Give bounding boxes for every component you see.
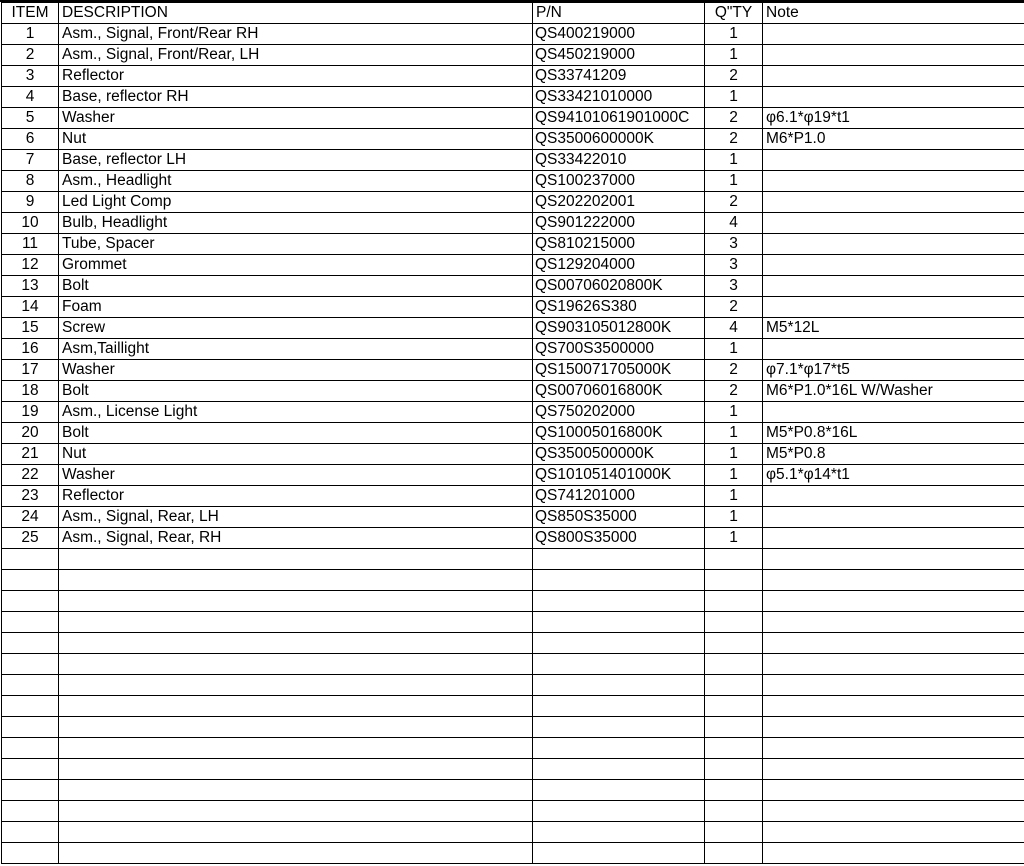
description-cell: Asm., License Light xyxy=(59,402,533,423)
quantity-cell: 1 xyxy=(705,528,763,549)
item-cell xyxy=(2,717,59,738)
description-cell: Nut xyxy=(59,129,533,150)
description-cell: Bulb, Headlight xyxy=(59,213,533,234)
description-cell: Asm,Taillight xyxy=(59,339,533,360)
quantity-cell xyxy=(705,549,763,570)
description-cell: Base, reflector RH xyxy=(59,87,533,108)
table-row xyxy=(2,234,1024,255)
quantity-cell: 1 xyxy=(705,150,763,171)
quantity-cell xyxy=(705,759,763,780)
part-number-cell xyxy=(533,570,705,591)
table-row xyxy=(2,255,1024,276)
item-cell: 7 xyxy=(2,150,59,171)
quantity-cell xyxy=(705,612,763,633)
item-cell xyxy=(2,759,59,780)
note-cell xyxy=(763,171,1024,192)
description-cell: Led Light Comp xyxy=(59,192,533,213)
description-cell xyxy=(59,717,533,738)
item-cell xyxy=(2,801,59,822)
part-number-cell: QS129204000 xyxy=(533,255,705,276)
note-cell xyxy=(763,24,1024,45)
part-number-cell: QS450219000 xyxy=(533,45,705,66)
quantity-cell: 2 xyxy=(705,192,763,213)
description-cell xyxy=(59,675,533,696)
description-cell: Bolt xyxy=(59,423,533,444)
item-cell xyxy=(2,633,59,654)
part-number-cell: QS700S3500000 xyxy=(533,339,705,360)
description-cell xyxy=(59,738,533,759)
table-row xyxy=(2,45,1024,66)
header-note: Note xyxy=(763,3,1024,24)
note-cell xyxy=(763,486,1024,507)
note-cell: φ6.1*φ19*t1 xyxy=(763,108,1024,129)
description-cell xyxy=(59,654,533,675)
note-cell xyxy=(763,297,1024,318)
quantity-cell: 1 xyxy=(705,486,763,507)
part-number-cell: QS810215000 xyxy=(533,234,705,255)
table-row xyxy=(2,528,1024,549)
note-cell xyxy=(763,738,1024,759)
description-cell xyxy=(59,549,533,570)
note-cell xyxy=(763,591,1024,612)
quantity-cell xyxy=(705,696,763,717)
item-cell: 1 xyxy=(2,24,59,45)
item-cell: 18 xyxy=(2,381,59,402)
note-cell: M5*P0.8 xyxy=(763,444,1024,465)
note-cell xyxy=(763,213,1024,234)
note-cell xyxy=(763,549,1024,570)
part-number-cell: QS3500600000K xyxy=(533,129,705,150)
part-number-cell xyxy=(533,759,705,780)
item-cell: 21 xyxy=(2,444,59,465)
description-cell xyxy=(59,801,533,822)
item-cell xyxy=(2,549,59,570)
note-cell: M5*P0.8*16L xyxy=(763,423,1024,444)
part-number-cell: QS3500500000K xyxy=(533,444,705,465)
item-cell: 8 xyxy=(2,171,59,192)
table-row xyxy=(2,780,1024,801)
item-cell: 9 xyxy=(2,192,59,213)
table-row xyxy=(2,843,1024,864)
table-row xyxy=(2,87,1024,108)
part-number-cell xyxy=(533,717,705,738)
note-cell xyxy=(763,570,1024,591)
quantity-cell: 2 xyxy=(705,108,763,129)
table-row xyxy=(2,486,1024,507)
part-number-cell: QS00706020800K xyxy=(533,276,705,297)
note-cell: M6*P1.0*16L W/Washer xyxy=(763,381,1024,402)
table-row xyxy=(2,822,1024,843)
note-cell xyxy=(763,255,1024,276)
description-cell: Base, reflector LH xyxy=(59,150,533,171)
part-number-cell: QS10005016800K xyxy=(533,423,705,444)
part-number-cell: QS741201000 xyxy=(533,486,705,507)
part-number-cell xyxy=(533,549,705,570)
header-item: ITEM xyxy=(2,3,59,24)
note-cell: φ7.1*φ17*t5 xyxy=(763,360,1024,381)
part-number-cell: QS00706016800K xyxy=(533,381,705,402)
quantity-cell xyxy=(705,675,763,696)
quantity-cell xyxy=(705,843,763,864)
quantity-cell: 2 xyxy=(705,66,763,87)
note-cell xyxy=(763,696,1024,717)
note-cell xyxy=(763,150,1024,171)
note-cell xyxy=(763,66,1024,87)
quantity-cell: 2 xyxy=(705,129,763,150)
description-cell xyxy=(59,843,533,864)
part-number-cell xyxy=(533,738,705,759)
item-cell: 19 xyxy=(2,402,59,423)
part-number-cell xyxy=(533,696,705,717)
quantity-cell: 1 xyxy=(705,507,763,528)
table-row xyxy=(2,801,1024,822)
table-row xyxy=(2,444,1024,465)
table-row xyxy=(2,276,1024,297)
table-row xyxy=(2,402,1024,423)
quantity-cell xyxy=(705,780,763,801)
description-cell: Foam xyxy=(59,297,533,318)
table-row xyxy=(2,381,1024,402)
part-number-cell: QS100237000 xyxy=(533,171,705,192)
part-number-cell: QS750202000 xyxy=(533,402,705,423)
description-cell: Asm., Signal, Front/Rear RH xyxy=(59,24,533,45)
table-row xyxy=(2,213,1024,234)
part-number-cell: QS101051401000K xyxy=(533,465,705,486)
quantity-cell: 4 xyxy=(705,318,763,339)
item-cell: 6 xyxy=(2,129,59,150)
item-cell xyxy=(2,612,59,633)
item-cell xyxy=(2,780,59,801)
quantity-cell: 1 xyxy=(705,45,763,66)
note-cell xyxy=(763,87,1024,108)
part-number-cell: QS33741209 xyxy=(533,66,705,87)
item-cell: 10 xyxy=(2,213,59,234)
part-number-cell: QS94101061901000C xyxy=(533,108,705,129)
quantity-cell: 2 xyxy=(705,360,763,381)
note-cell xyxy=(763,528,1024,549)
part-number-cell: QS19626S380 xyxy=(533,297,705,318)
item-cell xyxy=(2,822,59,843)
table-row xyxy=(2,570,1024,591)
quantity-cell: 1 xyxy=(705,465,763,486)
table-row xyxy=(2,171,1024,192)
description-cell xyxy=(59,633,533,654)
quantity-cell xyxy=(705,801,763,822)
description-cell xyxy=(59,696,533,717)
item-cell: 25 xyxy=(2,528,59,549)
table-row xyxy=(2,738,1024,759)
table-row xyxy=(2,549,1024,570)
note-cell xyxy=(763,780,1024,801)
description-cell: Bolt xyxy=(59,381,533,402)
description-cell: Reflector xyxy=(59,486,533,507)
part-number-cell xyxy=(533,843,705,864)
quantity-cell: 2 xyxy=(705,381,763,402)
description-cell xyxy=(59,591,533,612)
item-cell: 13 xyxy=(2,276,59,297)
part-number-cell: QS901222000 xyxy=(533,213,705,234)
table-row xyxy=(2,654,1024,675)
description-cell: Bolt xyxy=(59,276,533,297)
item-cell: 20 xyxy=(2,423,59,444)
table-row xyxy=(2,633,1024,654)
description-cell xyxy=(59,780,533,801)
part-number-cell: QS202202001 xyxy=(533,192,705,213)
item-cell xyxy=(2,570,59,591)
quantity-cell: 3 xyxy=(705,234,763,255)
item-cell xyxy=(2,675,59,696)
header-part-number: P/N xyxy=(533,3,705,24)
description-cell: Asm., Signal, Rear, LH xyxy=(59,507,533,528)
note-cell xyxy=(763,843,1024,864)
part-number-cell xyxy=(533,822,705,843)
note-cell xyxy=(763,675,1024,696)
note-cell xyxy=(763,234,1024,255)
quantity-cell: 3 xyxy=(705,276,763,297)
note-cell xyxy=(763,45,1024,66)
part-number-cell: QS33421010000 xyxy=(533,87,705,108)
note-cell xyxy=(763,339,1024,360)
table-row xyxy=(2,339,1024,360)
item-cell: 14 xyxy=(2,297,59,318)
note-cell xyxy=(763,654,1024,675)
description-cell: Grommet xyxy=(59,255,533,276)
quantity-cell xyxy=(705,654,763,675)
part-number-cell xyxy=(533,780,705,801)
note-cell xyxy=(763,717,1024,738)
table-row xyxy=(2,759,1024,780)
table-row xyxy=(2,507,1024,528)
table-row xyxy=(2,360,1024,381)
quantity-cell: 2 xyxy=(705,297,763,318)
parts-list-body xyxy=(2,24,1024,864)
description-cell xyxy=(59,759,533,780)
quantity-cell: 1 xyxy=(705,171,763,192)
item-cell xyxy=(2,843,59,864)
item-cell: 22 xyxy=(2,465,59,486)
table-row xyxy=(2,66,1024,87)
table-row xyxy=(2,696,1024,717)
parts-list-table xyxy=(1,2,1024,864)
item-cell: 5 xyxy=(2,108,59,129)
table-row xyxy=(2,717,1024,738)
note-cell: M5*12L xyxy=(763,318,1024,339)
part-number-cell: QS800S35000 xyxy=(533,528,705,549)
quantity-cell: 1 xyxy=(705,24,763,45)
quantity-cell: 1 xyxy=(705,423,763,444)
description-cell: Asm., Headlight xyxy=(59,171,533,192)
part-number-cell xyxy=(533,654,705,675)
quantity-cell xyxy=(705,738,763,759)
table-row xyxy=(2,108,1024,129)
item-cell: 12 xyxy=(2,255,59,276)
part-number-cell: QS33422010 xyxy=(533,150,705,171)
quantity-cell: 1 xyxy=(705,339,763,360)
item-cell: 23 xyxy=(2,486,59,507)
note-cell xyxy=(763,633,1024,654)
description-cell: Washer xyxy=(59,360,533,381)
description-cell xyxy=(59,822,533,843)
item-cell: 11 xyxy=(2,234,59,255)
description-cell xyxy=(59,612,533,633)
description-cell: Washer xyxy=(59,108,533,129)
quantity-cell: 1 xyxy=(705,87,763,108)
part-number-cell xyxy=(533,591,705,612)
table-row xyxy=(2,129,1024,150)
item-cell: 3 xyxy=(2,66,59,87)
quantity-cell xyxy=(705,633,763,654)
note-cell xyxy=(763,276,1024,297)
description-cell: Asm., Signal, Rear, RH xyxy=(59,528,533,549)
description-cell: Reflector xyxy=(59,66,533,87)
description-cell: Tube, Spacer xyxy=(59,234,533,255)
note-cell xyxy=(763,822,1024,843)
description-cell: Nut xyxy=(59,444,533,465)
table-row xyxy=(2,24,1024,45)
item-cell xyxy=(2,591,59,612)
table-row xyxy=(2,192,1024,213)
item-cell xyxy=(2,654,59,675)
part-number-cell: QS850S35000 xyxy=(533,507,705,528)
item-cell: 16 xyxy=(2,339,59,360)
quantity-cell: 1 xyxy=(705,444,763,465)
table-row xyxy=(2,150,1024,171)
note-cell xyxy=(763,759,1024,780)
part-number-cell xyxy=(533,675,705,696)
table-row xyxy=(2,675,1024,696)
note-cell xyxy=(763,402,1024,423)
table-row xyxy=(2,591,1024,612)
note-cell: φ5.1*φ14*t1 xyxy=(763,465,1024,486)
part-number-cell: QS150071705000K xyxy=(533,360,705,381)
quantity-cell xyxy=(705,570,763,591)
table-row xyxy=(2,297,1024,318)
header-description: DESCRIPTION xyxy=(59,3,533,24)
quantity-cell: 1 xyxy=(705,402,763,423)
description-cell: Asm., Signal, Front/Rear, LH xyxy=(59,45,533,66)
description-cell: Screw xyxy=(59,318,533,339)
part-number-cell xyxy=(533,801,705,822)
table-row xyxy=(2,612,1024,633)
part-number-cell xyxy=(533,612,705,633)
header-quantity: Q"TY xyxy=(705,3,763,24)
table-row xyxy=(2,423,1024,444)
quantity-cell xyxy=(705,717,763,738)
table-row xyxy=(2,318,1024,339)
item-cell: 24 xyxy=(2,507,59,528)
note-cell xyxy=(763,801,1024,822)
note-cell xyxy=(763,612,1024,633)
note-cell xyxy=(763,507,1024,528)
table-row xyxy=(2,465,1024,486)
item-cell xyxy=(2,696,59,717)
part-number-cell: QS400219000 xyxy=(533,24,705,45)
item-cell: 4 xyxy=(2,87,59,108)
part-number-cell: QS903105012800K xyxy=(533,318,705,339)
note-cell xyxy=(763,192,1024,213)
quantity-cell xyxy=(705,822,763,843)
header-row xyxy=(2,3,1024,24)
item-cell xyxy=(2,738,59,759)
item-cell: 2 xyxy=(2,45,59,66)
quantity-cell: 3 xyxy=(705,255,763,276)
description-cell xyxy=(59,570,533,591)
note-cell: M6*P1.0 xyxy=(763,129,1024,150)
item-cell: 17 xyxy=(2,360,59,381)
part-number-cell xyxy=(533,633,705,654)
item-cell: 15 xyxy=(2,318,59,339)
quantity-cell xyxy=(705,591,763,612)
description-cell: Washer xyxy=(59,465,533,486)
quantity-cell: 4 xyxy=(705,213,763,234)
